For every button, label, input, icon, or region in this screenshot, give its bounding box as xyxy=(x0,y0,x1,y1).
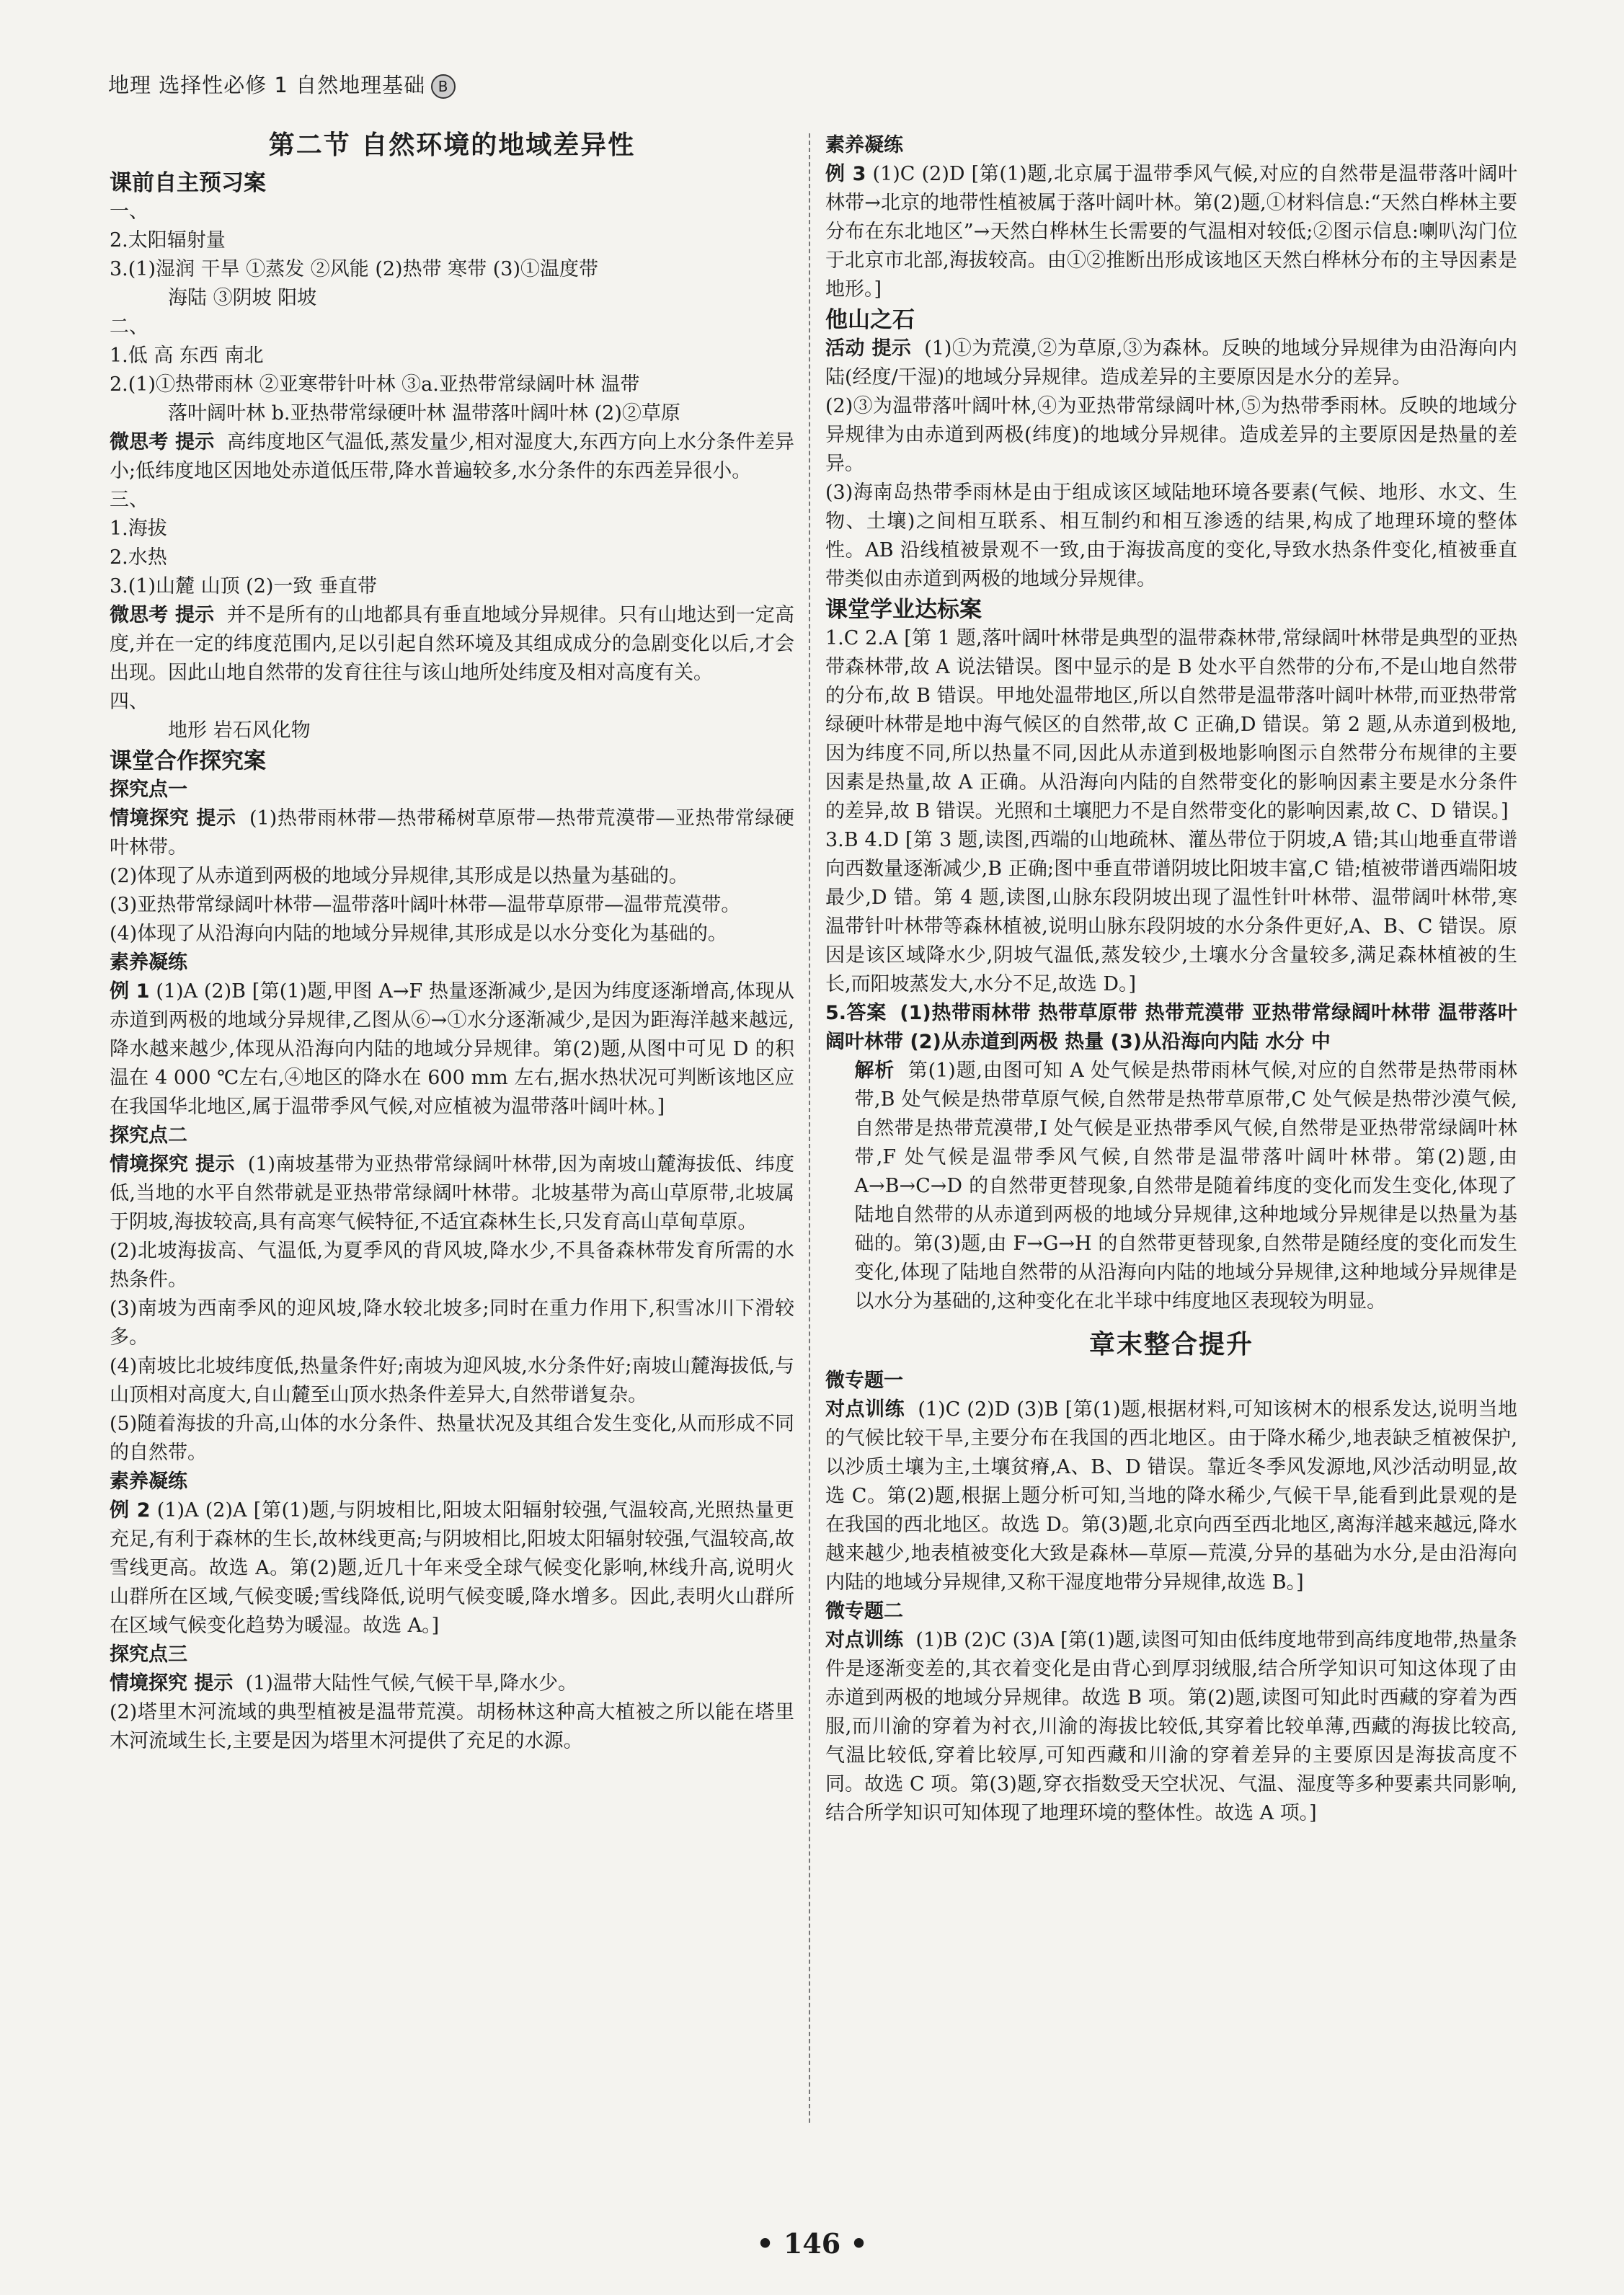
paragraph-text: (1)C (2)D [第(1)题,北京属于温带季风气候,对应的自然带是温带落叶阔叶林带→北京的地带性植被属于落叶阔叶林。第(2)题,①材料信息:“天然白桦林主要分布在东北地区”→天然白桦林生长需要的气温相对较低;②图示信息:喇叭沟门位于北京市北部,海拔较高。由①②推断出形成该地区天然白桦林分布的主导因素是地形。] xyxy=(825,163,1517,301)
edition-badge: B xyxy=(431,74,456,99)
paragraph: (2)③为温带落叶阔叶林,④为亚热带常绿阔叶林,⑤为热带季雨林。反映的地域分异规律为由赤道到两极(纬度)的地域分异规律。造成差异的主要原因是热量的差异。 xyxy=(825,395,1517,475)
subheading: 探究点一 xyxy=(110,778,187,801)
paragraph: (4)南坡比北坡纬度低,热量条件好;南坡为迎风坡,水分条件好;南坡山麓海拔低,与山顶相对高度大,自山麓至山顶水热条件差异大,自然带谱复杂。 xyxy=(110,1355,794,1406)
paragraph xyxy=(110,428,794,486)
paragraph-text: (1)南坡基带为亚热带常绿阔叶林带,因为南坡山麓海拔低、纬度低,当地的水平自然带就是亚热带常绿阔叶林带。北坡基带为高山草原带,北坡属于阴坡,海拔较高,具有高寒气候特征,不适宜森林生长,只发育高山草甸草原。 xyxy=(110,1153,795,1233)
paragraph-text: (1)B (2)C (3)A [第(1)题,读图可知由低纬度地带到高纬度地带,热量条件是逐渐变差的,其衣着变化是由背心到厚羽绒服,结合所学知识可知这体现了由赤道到两极的地域分异规律。故选 B 项。第(2)题,读图可知此时西藏的穿着为西服,而川渝的穿着为衬衣,川渝的海拔比较低,其穿着比较单薄,西藏的海拔比较高,气温比较低,穿着比较厚,可知西藏和川渝的穿着差异的主要原因是海拔高度不同。故选 C 项。第(3)题,穿衣指数受天空状况、气温、湿度等多种要素共同影响,结合所学知识可知体现了地理环境的整体性。故选 A 项。] xyxy=(825,1629,1517,1824)
paragraph: (4)体现了从沿海向内陆的地域分异规律,其形成是以水分变化为基础的。 xyxy=(110,923,727,945)
text-line: 海陆 ③阴坡 阳坡 xyxy=(168,287,317,309)
chapter-summary-title: 章末整合提升 xyxy=(1088,1330,1254,1359)
text-line: 1.海拔 xyxy=(110,518,167,540)
text-line: 三、 xyxy=(110,489,148,511)
paragraph xyxy=(825,1057,1517,1316)
subheading: 素养凝练 xyxy=(110,951,187,974)
text-line: 3.(1)湿润 干旱 ①蒸发 ②风能 (2)热带 寒带 (3)①温度带 xyxy=(110,258,598,280)
label: 活动 提示 xyxy=(825,337,912,360)
subheading: 素养凝练 xyxy=(825,134,903,156)
paragraph: (2)塔里木河流域的典型植被是温带荒漠。胡杨林这种高大植被之所以能在塔里木河流域生长,主要是因为塔里木河提供了充足的水源。 xyxy=(110,1701,794,1752)
paragraph: (5)随着海拔的升高,山体的水分条件、热量状况及其组合发生变化,从而形成不同的自然带。 xyxy=(110,1413,794,1464)
text-line: 2.水热 xyxy=(110,546,167,569)
heading-other-stones: 他山之石 xyxy=(825,307,915,333)
paragraph: (2)体现了从赤道到两极的地域分异规律,其形成是以热量为基础的。 xyxy=(110,865,688,887)
paragraph xyxy=(110,804,794,862)
paragraph-text: (1)①为荒漠,②为草原,③为森林。反映的地域分异规律为由沿海向内陆(经度/干湿)的地域分异规律。造成差异的主要原因是水分的差异。 xyxy=(825,337,1517,389)
paragraph-text: (1)温带大陆性气候,气候干旱,降水少。 xyxy=(245,1672,577,1695)
subheading: 探究点二 xyxy=(110,1124,187,1147)
label: 情境探究 提示 xyxy=(110,1153,235,1176)
paragraph: (2)北坡海拔高、气温低,为夏季风的背风坡,降水少,不具备森林带发育所需的水热条件。 xyxy=(110,1240,794,1291)
paragraph-text: (1)A (2)A [第(1)题,与阴坡相比,阳坡太阳辐射较强,气温较高,光照热量更充足,有利于森林的生长,故林线更高;与阴坡相比,阳坡太阳辐射较强,气温较高,故雪线更高。故选 A。第(2)题,近几十年来受全球气候变化影响,林线升高,说明火山群所在区域,气候变暖;雪线降低,说明气候变暖,降水增多。因此,表明火山群所在区域气候变化趋势为暖湿。故选 A。] xyxy=(110,1499,794,1637)
paragraph-text: 第(1)题,由图可知 A 处气候是热带雨林气候,对应的自然带是热带雨林带,B 处气候是热带草原气候,自然带是热带草原带,C 处气候是热带沙漠气候,自然带是热带荒漠带,I 处气候是亚热带季风气候,自然带是亚热带常绿阔叶林带,F 处气候是温带季风气候,自然带是温带落叶阔叶林带。第(2)题,由 A→B→C→D 的自然带更替现象,自然带是随着纬度的变化而发生变化,体现了陆地自然带的从赤道到两极的地域分异规律,这种地域分异规律是以热量为基础的。第(3)题,由 F→G→H 的自然带更替现象,自然带是随经度的变化而发生变化,体现了陆地自然带的从沿海向内陆的地域分异规律,这种地域分异规律是以水分为基础的,这种变化在北半球中纬度地区表现较为明显。 xyxy=(854,1060,1518,1313)
paragraph xyxy=(110,1496,794,1641)
paragraph xyxy=(825,334,1517,392)
label: 微思考 提示 xyxy=(110,604,215,626)
paragraph xyxy=(110,977,794,1122)
running-header xyxy=(108,69,456,99)
label: 情境探究 提示 xyxy=(110,807,236,830)
label: 例 1 xyxy=(110,980,150,1003)
paragraph-text: (1)C (2)D (3)B [第(1)题,根据材料,可知该树木的根系发达,说明当地的气候比较干旱,主要分布在我国的西北地区。由于降水稀少,地表缺乏植被保护,以沙质土壤为主,土壤贫瘠,A、B、D 错误。靠近冬季风发源地,风沙活动明显,故选 C。第(2)题,根据上题分析可知,当地的降水稀少,气候干旱,能看到此景观的是在我国的西北地区。故选 D。第(3)题,北京向西至西北地区,离海洋越来越远,降水越来越少,地表植被变化大致是森林—草原—荒漠,分异的基础为水分,是由沿海向内陆的地域分异规律,又称干湿度地带分异规律,故选 B。] xyxy=(825,1398,1517,1594)
section-title: 第二节 自然环境的地域差异性 xyxy=(268,130,636,160)
paragraph: (3)南坡为西南季风的迎风坡,降水较北坡多;同时在重力作用下,积雪冰川下滑较多。 xyxy=(110,1297,794,1349)
paragraph xyxy=(110,601,794,688)
label: 5.答案 xyxy=(825,1002,887,1024)
paragraph-text: (1)热带雨林带—热带稀树草原带—热带荒漠带—亚热带常绿硬叶林带。 xyxy=(110,807,794,858)
paragraph xyxy=(825,1395,1517,1597)
text-line: 2.(1)①热带雨林 ②亚寒带针叶林 ③a.亚热带常绿阔叶林 温带 xyxy=(110,373,640,396)
header-text: 地理 选择性必修 1 自然地理基础 xyxy=(108,73,426,97)
label: 例 2 xyxy=(110,1499,151,1522)
column-divider xyxy=(809,133,810,2123)
page-number: • 146 • xyxy=(756,2227,868,2260)
paragraph xyxy=(825,1626,1517,1828)
paragraph: 1.C 2.A [第 1 题,落叶阔叶林带是典型的温带森林带,常绿阔叶林带是典型的亚热带森林带,故 A 说法错误。图中显示的是 B 处水平自然带的分布,不是山地自然带的分布,故 B 错误。甲地处温带地区,所以自然带是温带落叶阔叶林带,而亚热带常绿硬叶林带是地中海气候区的自然带,故 C 正确,D 错误。第 2 题,从赤道到极地,因为纬度不同,所以热量不同,因此从赤道到极地影响图示自然带分布规律的主要因素是热量,故 A 正确。从沿海向内陆的自然带变化的影响因素主要是水分条件的差异,故 B 错误。光照和土壤肥力不是自然带变化的影响因素,故 C、D 错误。] xyxy=(825,627,1517,822)
text-line: 四、 xyxy=(110,691,148,713)
heading-explore: 课堂合作探究案 xyxy=(110,748,266,774)
text-line: 一、 xyxy=(110,200,148,223)
label: 解析 xyxy=(854,1060,895,1082)
subheading: 微专题二 xyxy=(825,1600,903,1623)
text-line: 落叶阔叶林 b.亚热带常绿硬叶林 温带落叶阔叶林 (2)②草原 xyxy=(168,402,680,425)
paragraph xyxy=(110,1669,794,1698)
answer-text: (1)热带雨林带 热带草原带 热带荒漠带 亚热带常绿阔叶林带 温带落叶阔叶林带 (2)从赤道到两极 热量 (3)从沿海向内陆 水分 中 xyxy=(825,1002,1517,1053)
label: 对点训练 xyxy=(825,1398,905,1421)
subheading: 微专题一 xyxy=(825,1370,903,1392)
label: 对点训练 xyxy=(825,1629,904,1651)
paragraph-text: 高纬度地区气温低,蒸发量少,相对湿度大,东西方向上水分条件差异小;低纬度地区因地处赤道低压带,降水普遍较多,水分条件的东西差异很小。 xyxy=(110,431,794,482)
paragraph: (3)海南岛热带季雨林是由于组成该区域陆地环境各要素(气候、地形、水文、生物、土壤)之间相互联系、相互制约和相互渗透的结果,构成了地理环境的整体性。AB 沿线植被景观不一致,由于海拔高度的变化,导致水热条件变化,植被垂直带类似由赤道到两极的地域分异规律。 xyxy=(825,481,1517,590)
text-line: 2.太阳辐射量 xyxy=(110,229,226,252)
paragraph-text: 并不是所有的山地都具有垂直地域分异规律。只有山地达到一定高度,并在一定的纬度范围内,足以引起自然环境及其组成成分的急剧变化以后,才会出现。因此山地自然带的发育往往与该山地所处纬度及相对高度有关。 xyxy=(110,604,794,684)
label: 例 3 xyxy=(825,163,866,185)
right-column xyxy=(825,131,1517,1828)
text-line: 3.(1)山麓 山顶 (2)一致 垂直带 xyxy=(110,575,377,598)
paragraph xyxy=(825,999,1517,1057)
label: 情境探究 提示 xyxy=(110,1672,234,1695)
subheading: 探究点三 xyxy=(110,1643,187,1666)
left-column xyxy=(110,131,794,1756)
text-line: 1.低 高 东西 南北 xyxy=(110,345,264,367)
heading-class-standard: 课堂学业达标案 xyxy=(825,597,982,623)
subheading: 素养凝练 xyxy=(110,1470,187,1493)
heading-preview: 课前自主预习案 xyxy=(110,170,266,196)
paragraph xyxy=(825,160,1517,304)
paragraph: 3.B 4.D [第 3 题,读图,西端的山地疏林、灌丛带位于阴坡,A 错;其山地垂直带谱向西数量逐渐减少,B 正确;图中垂直带谱阴坡比阳坡丰富,C 错;植被带谱西端阳坡最少,D 错。第 4 题,读图,山脉东段阴坡出现了温性针叶林带、温带阔叶林带,寒温带针叶林带等森林植被,说明山脉东段阴坡的水分条件更好,A、B、C 错误。原因是该区域降水少,阴坡气温低,蒸发较少,土壤水分含量较多,满足森林植被的生长,而阳坡蒸发大,水分不足,故选 D。] xyxy=(825,829,1517,995)
text-line: 二、 xyxy=(110,316,148,338)
paragraph: (3)亚热带常绿阔叶林带—温带落叶阔叶林带—温带草原带—温带荒漠带。 xyxy=(110,894,741,916)
paragraph-text: (1)A (2)B [第(1)题,甲图 A→F 热量逐渐减少,是因为纬度逐渐增高,体现从赤道到两极的地域分异规律,乙图从⑥→①水分逐渐减少,是因为距海洋越来越远,降水越来越少,体现从沿海向内陆的地域分异规律。第(2)题,从图中可见 D 的积温在 4 000 ℃左右,④地区的降水在 600 mm 左右,据水热状况可判断该地区应在我国华北地区,属于温带季风气候,对应植被为温带落叶阔叶林。] xyxy=(110,980,794,1118)
text-line: 地形 岩石风化物 xyxy=(168,719,311,742)
label: 微思考 提示 xyxy=(110,431,215,453)
paragraph xyxy=(110,1150,794,1237)
